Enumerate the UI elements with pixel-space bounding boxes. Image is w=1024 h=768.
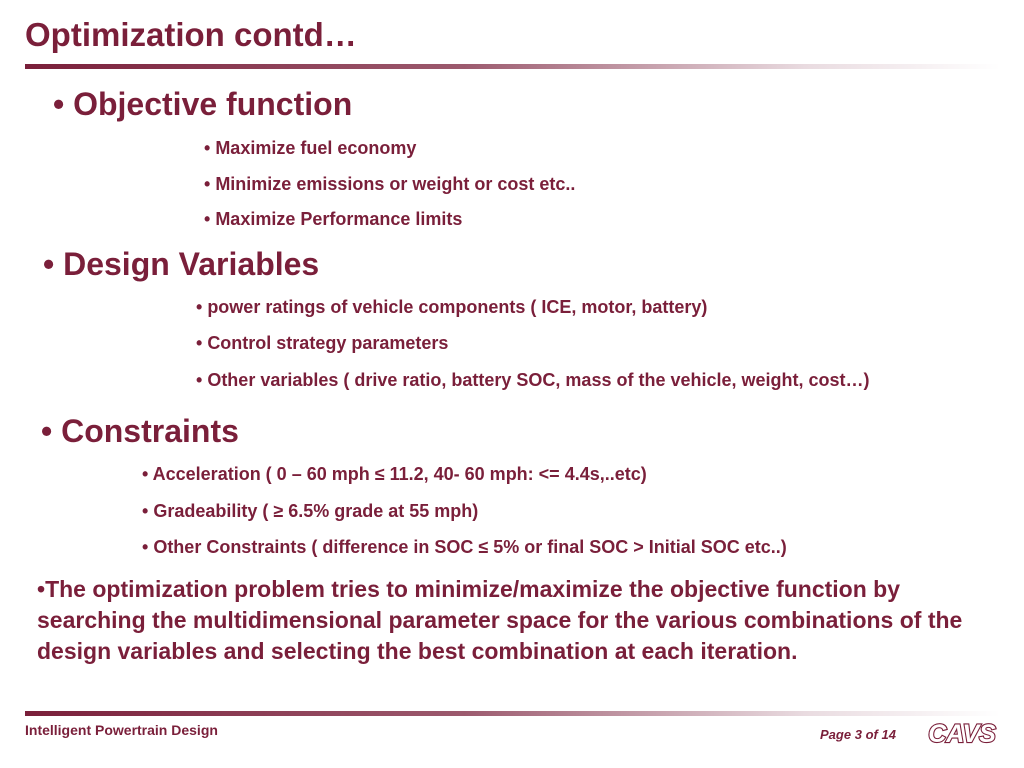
list-item-text: power ratings of vehicle components ( ICE, motor, battery) — [207, 297, 708, 317]
logo-text: CAVS — [928, 720, 996, 748]
page-label: Page — [820, 727, 852, 742]
list-item-text: Maximize fuel economy — [215, 138, 417, 158]
section-heading-objective: • Objective function — [53, 86, 353, 122]
cavs-logo — [924, 717, 1000, 749]
list-item-text: Acceleration ( 0 – 60 mph ≤ 11.2, 40- 60 mph: <= 4.4s,..etc) — [152, 464, 647, 484]
summary-paragraph: •The optimization problem tries to minimize/maximize the objective function by searching the multidimensional parameter space for the various combinations of the design variables and selecting the best combination at each iteration. — [37, 576, 963, 664]
footer-divider — [25, 711, 1000, 716]
slide-title: Optimization contd… — [25, 16, 357, 53]
list-item: • Control strategy parameters — [196, 333, 449, 353]
list-item-text: Minimize emissions or weight or cost etc.. — [215, 174, 576, 194]
list-item: • Maximize Performance limits — [204, 209, 463, 229]
list-item: • Acceleration ( 0 – 60 mph ≤ 11.2, 40- 60 mph: <= 4.4s,..etc) — [142, 464, 647, 484]
list-item: • power ratings of vehicle components ( ICE, motor, battery) — [196, 297, 708, 317]
list-item-text: Other variables ( drive ratio, battery SOC, mass of the vehicle, weight, cost…) — [207, 370, 870, 390]
section-heading-constraints: • Constraints — [41, 413, 239, 449]
section-heading-text: Design Variables — [63, 246, 320, 282]
list-item: • Other Constraints ( difference in SOC ≤ 5% or final SOC > Initial SOC etc..) — [142, 537, 787, 557]
section-heading-text: Objective function — [73, 86, 353, 122]
title-divider — [25, 64, 1000, 69]
list-item-text: Control strategy parameters — [207, 333, 449, 353]
list-item-text: Gradeability ( ≥ 6.5% grade at 55 mph) — [153, 501, 479, 521]
section-heading-text: Constraints — [61, 413, 239, 449]
footer-title: Intelligent Powertrain Design — [25, 722, 218, 738]
list-item: • Maximize fuel economy — [204, 138, 417, 158]
list-item: • Other variables ( drive ratio, battery SOC, mass of the vehicle, weight, cost…) — [196, 370, 870, 390]
page-number — [820, 727, 896, 742]
page-total: 14 — [881, 727, 896, 742]
summary-paragraph-text: The optimization problem tries to minimize/maximize the objective function by searching the multidimensional parameter space for the various combinations of the design variables and selecting the best combination at each iteration. — [37, 576, 963, 664]
section-heading-design-variables: • Design Variables — [43, 246, 320, 282]
list-item-text: Other Constraints ( difference in SOC ≤ 5% or final SOC > Initial SOC etc..) — [153, 537, 787, 557]
list-item: • Gradeability ( ≥ 6.5% grade at 55 mph) — [142, 501, 479, 521]
page-current: 3 — [854, 727, 862, 742]
list-item-text: Maximize Performance limits — [215, 209, 463, 229]
page-of-label: of — [865, 727, 878, 742]
list-item: • Minimize emissions or weight or cost etc.. — [204, 174, 576, 194]
